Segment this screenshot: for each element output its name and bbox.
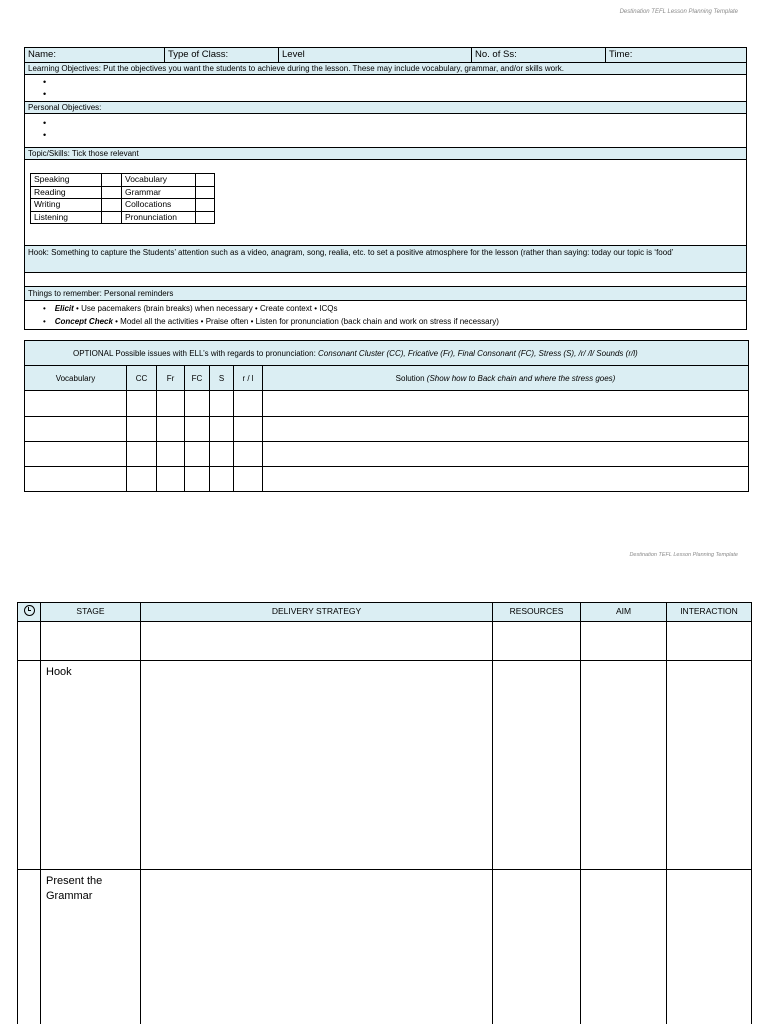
stage-hook: Hook <box>41 661 141 870</box>
hook-label: Hook: Something to capture the Students’ attention such as a video, anagram, song, realia, etc. to set a positive atmosphere for the lesson (rather than saying: today our topic is ‘food’ <box>25 246 746 273</box>
lesson-header-row: STAGE DELIVERY STRATEGY RESOURCES AIM INTERACTION <box>18 603 752 622</box>
table-row[interactable] <box>18 661 752 870</box>
table-row[interactable] <box>25 417 749 442</box>
bullet <box>43 88 746 100</box>
header-note: Destination TEFL Lesson Planning Template <box>619 9 738 15</box>
time-field[interactable]: Time: <box>609 49 633 60</box>
solution-header: Solution (Show how to Back chain and where the stress goes) <box>263 366 749 391</box>
table-row[interactable] <box>25 467 749 492</box>
topic-skills-area <box>25 160 746 246</box>
no-of-ss-field[interactable]: No. of Ss: <box>472 48 606 62</box>
tick-box[interactable] <box>196 174 215 187</box>
hook-area[interactable] <box>25 273 746 287</box>
bullet <box>43 76 746 88</box>
info-row <box>25 48 746 63</box>
pronunciation-table <box>24 340 749 492</box>
topic-skills-label: Topic/Skills: Tick those relevant <box>25 148 746 160</box>
skills-tick-table: Speaking Vocabulary Reading Grammar Writing Collocations Listening Pronunciation <box>30 173 215 224</box>
personal-objectives-area[interactable] <box>25 114 746 148</box>
clock-icon-cell <box>18 603 41 622</box>
tick-box[interactable] <box>196 186 215 199</box>
table-row[interactable] <box>18 622 752 661</box>
tick-box[interactable] <box>102 174 122 187</box>
type-of-class-field[interactable]: Type of Class: <box>165 48 279 62</box>
learning-objectives-label: Learning Objectives: Put the objectives you want the students to achieve during the lesson. These may include vocabulary, grammar, and/or skills work. <box>25 63 746 75</box>
things-to-remember-label: Things to remember: Personal reminders <box>25 287 746 301</box>
personal-objectives-label: Personal Objectives: <box>25 102 746 114</box>
table-row[interactable] <box>25 391 749 417</box>
things-to-remember-area <box>25 301 746 329</box>
reminder-line: • Concept Check • Model all the activities • Praise often • Listen for pronunciation (back chain and work on stress if necessary) <box>43 317 499 326</box>
table-row[interactable] <box>18 870 752 1024</box>
tick-box[interactable] <box>196 211 215 224</box>
header-note-page2: Destination TEFL Lesson Planning Template <box>629 552 738 558</box>
clock-icon <box>24 605 35 616</box>
tick-box[interactable] <box>102 186 122 199</box>
table-row[interactable] <box>25 442 749 467</box>
tick-box[interactable] <box>196 199 215 212</box>
tick-box[interactable] <box>102 211 122 224</box>
pronunciation-header-row: Vocabulary CC Fr FC S r / l Solution (Show how to Back chain and where the stress goes) <box>25 366 749 391</box>
stage-present-grammar: Present the Grammar <box>41 870 141 1024</box>
name-field[interactable]: Name: <box>25 48 165 62</box>
lesson-info-form <box>24 47 747 330</box>
bullet <box>43 117 746 129</box>
learning-objectives-area[interactable] <box>25 75 746 102</box>
reminder-line: • Elicit • Use pacemakers (brain breaks) when necessary • Create context • ICQs <box>43 304 338 313</box>
pronunciation-title: OPTIONAL Possible issues with ELL’s with regards to pronunciation: Consonant Cluster (CC), Fricative (Fr), Final Consonant (FC), Stress (S), /r/ /l/ Sounds (r/l) <box>25 341 749 366</box>
lesson-plan-table <box>17 602 752 1024</box>
level-field[interactable]: Level <box>279 48 472 62</box>
tick-box[interactable] <box>102 199 122 212</box>
bullet <box>43 129 746 141</box>
